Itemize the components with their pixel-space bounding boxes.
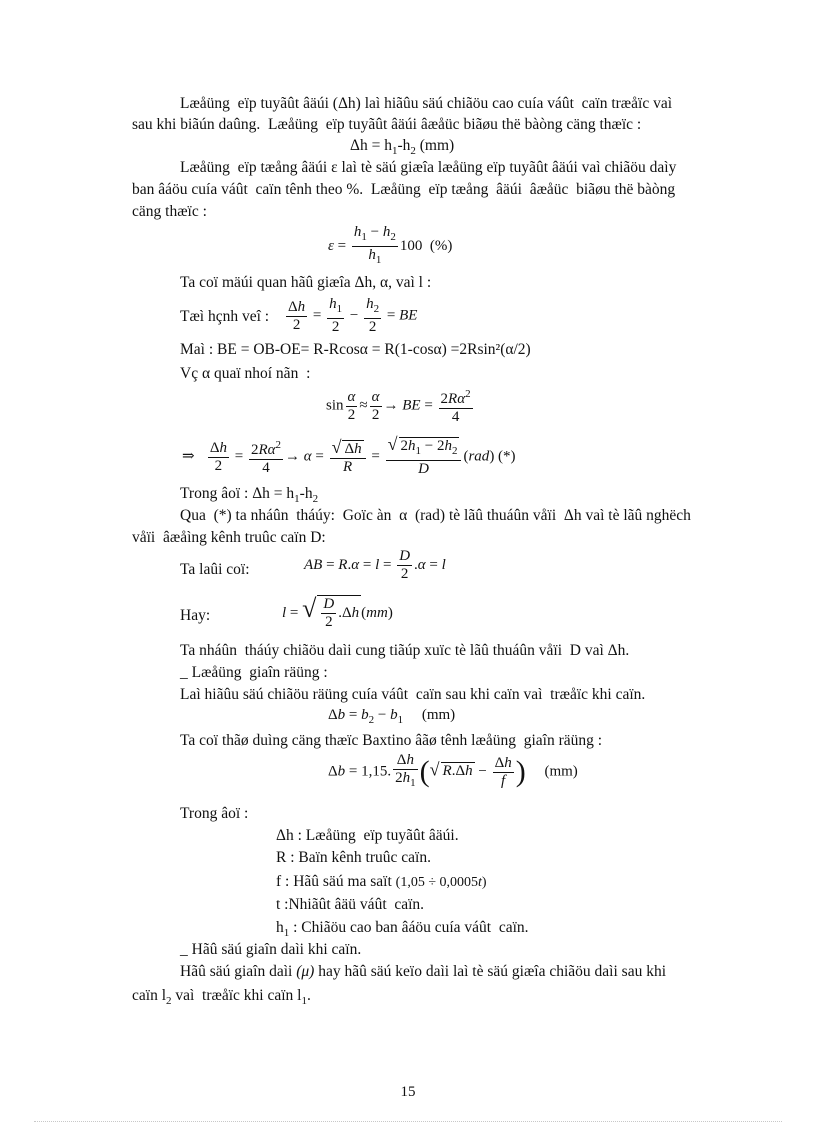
definition-item: t :Nhiãût âäü váût caïn.	[276, 896, 425, 913]
definition-item: f : Hãû säú ma saït (1,05 ÷ 0,0005t)	[276, 873, 487, 890]
text-line: Maì : BE = OB-OE= R-Rcosα = R(1-cosα) =2Rsin²(α/2)	[180, 341, 531, 358]
text-line: Ta laûi coï:	[180, 561, 250, 578]
text-line: Laì hiãûu säú chiãöu räüng cuía váût caïn sau khi caïn vaì træåïc khi caïn.	[180, 686, 646, 703]
formula-sin-approx: sin $\frac{\alpha}{2}$ ≈ $\frac{\alpha}{2}$ → BE = $\frac{2R\alpha^2}{4}$	[326, 388, 471, 425]
definition-item: R : Baïn kênh truûc caïn.	[276, 849, 431, 866]
delta-h-equation: $\Delta h = h_1-h_2$ (mm)	[350, 137, 455, 158]
section-heading: _ Læåüng giaîn räüng :	[180, 664, 328, 681]
definition-item: $h_1$ : Chiãöu cao ban âáöu cuía váût caïn.	[276, 919, 529, 940]
text-line: cäng thæïc :	[132, 203, 207, 220]
text-line: Ta nháûn tháúy chiãöu daìi cung tiãúp xuïc tè lãû thuáûn våïi D vaì Δh.	[180, 642, 630, 659]
text-line: våïi âæåìng kênh truûc caïn D:	[132, 529, 326, 546]
text-line: Trong âoï :	[180, 805, 249, 822]
text-line: Ta coï thãø duìng cäng thæïc Baxtino âãø tênh læåüng giaîn räüng :	[180, 732, 603, 749]
footer-divider	[34, 1121, 782, 1122]
formula-alpha: ⇒ $\frac{\Delta h}{2}$ = $\frac{2R\alpha^2}{4}$ → α = $\frac{√ \Delta h}{R}$ = $\frac{√ 2h_1 - 2h_2}{D}$ (rad) (*)	[182, 434, 516, 477]
text-line: Hay:	[180, 607, 211, 624]
section-heading: _ Hãû säú giaîn daìi khi caïn.	[180, 941, 362, 958]
formula-l: l = √ $\frac{D}{2}$ .Δh (mm)	[282, 594, 393, 631]
text-line: Tæì hçnh veî :	[180, 308, 270, 325]
formula-baxtino: Δb = 1,15. $\frac{\Delta h}{2h_1}$ (√ R.Δh − $\frac{\Delta h}{f}$ ) (mm)	[328, 752, 578, 789]
text-line: caïn $l_2$ vaì træåïc khi caïn $l_1$.	[132, 987, 311, 1008]
text-line: ban âáöu cuía váût caïn tênh theo %. Læåüng eïp tæång âäúi âæåüc biãøu thë bàòng	[132, 181, 676, 198]
definition-item: Δh : Læåüng eïp tuyãût âäúi.	[276, 827, 459, 844]
text-line: Vç α quaï nhoí nãn :	[180, 365, 311, 382]
formula-db: $\Delta b = b_2 - b_1$ (mm)	[328, 707, 456, 726]
text-line: Qua (*) ta nháûn tháúy: Goïc àn α (rad) tè lãû thuáûn våïi Δh vaì tè lãû nghëch	[180, 507, 691, 524]
formula-epsilon: ε = $\frac{h_1 - h_2}{h_1}$ 100 (%)	[328, 224, 453, 266]
text-line: Trong âoï : $\Delta h = h_1-h_2$	[180, 485, 319, 506]
formula-ab: AB = R.α = l = $\frac{D}{2}$ .α = l	[304, 548, 446, 582]
text-line: Ta coï mäúi quan hãû giæîa Δh, α, vaì l :	[180, 274, 432, 291]
text-line: Hãû säú giaîn daìi (μ) hay hãû säú keïo daìi laì tè säú giæîa chiãöu daìi sau khi	[180, 963, 667, 980]
text-line: Læåüng eïp tæång âäúi ε laì tè säú giæîa læåüng eïp tuyãût âäúi vaì chiãöu daìy	[180, 159, 677, 176]
page-number: 15	[400, 1084, 416, 1100]
formula-ratio: $\frac{\Delta h}{2}$ = $\frac{h_1}{2}$ − $\frac{h_2}{2}$ = BE	[288, 296, 418, 335]
text-line: sau khi biãún daûng. Læåüng eïp tuyãût âäúi âæåüc biãøu thë bàòng cäng thæïc :	[132, 116, 642, 133]
text-line: Læåüng eïp tuyãût âäúi (Δh) laì hiãûu säú chiãöu cao cuía váût caïn træåïc vaì	[180, 95, 673, 112]
